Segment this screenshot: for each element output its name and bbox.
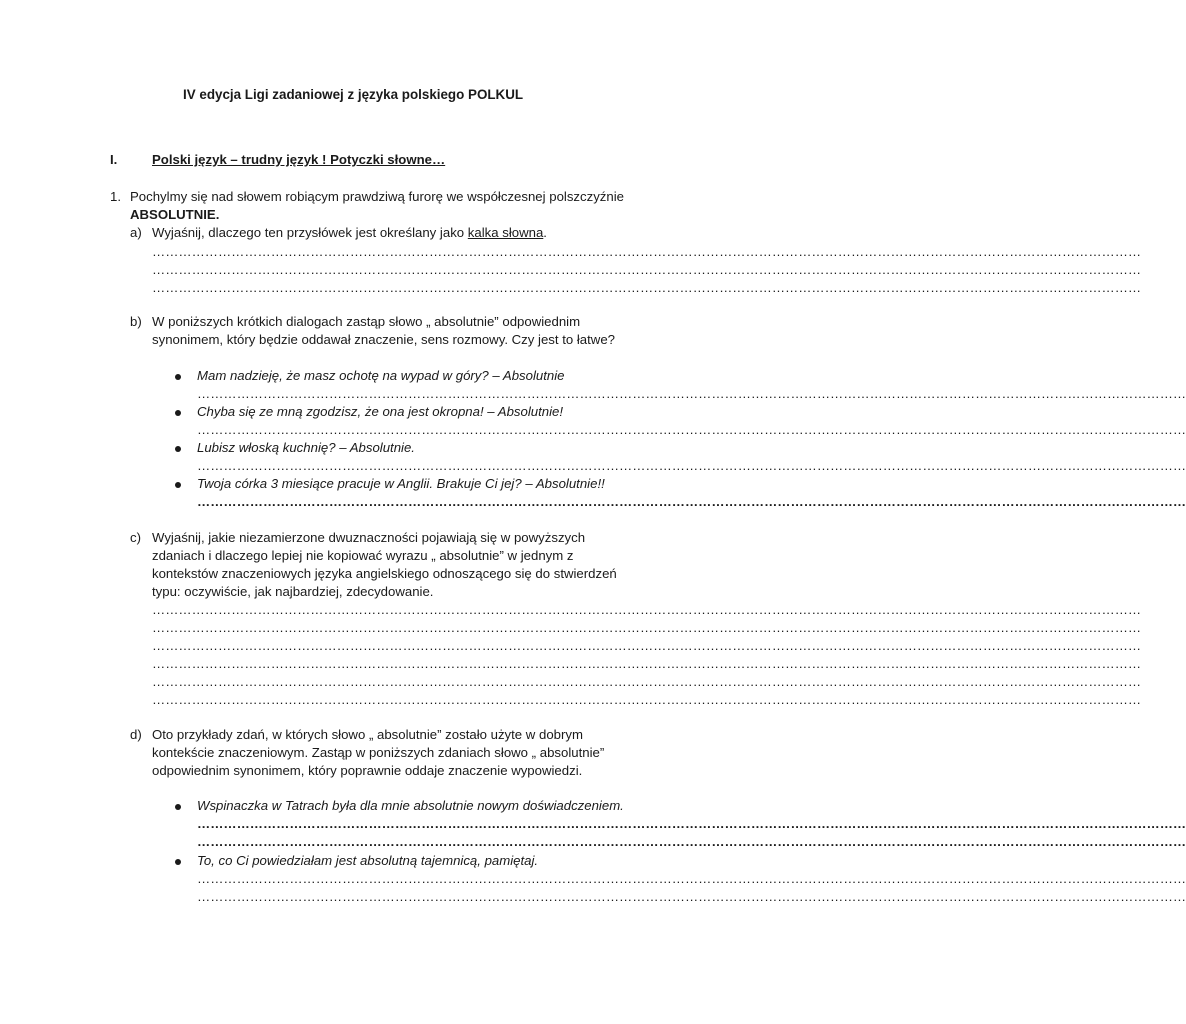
answer-line[interactable]: ………………………………………………………………………………………………………………………………………………………………………………………………………: [197, 494, 1186, 509]
dialog-item: Twoja córka 3 miesiące pracuje w Anglii. Brakuje Ci jej? – Absolutnie!!: [197, 476, 605, 491]
answer-line[interactable]: ………………………………………………………………………………………………………………………………………………………………………………………………………: [197, 816, 1186, 831]
sentence-item: Wspinaczka w Tatrach była dla mnie absolutnie nowym doświadczeniem.: [197, 798, 624, 813]
answer-line[interactable]: ………………………………………………………………………………………………………………………………………………………………………………………………………: [152, 692, 1142, 707]
sentence-item: To, co Ci powiedziałam jest absolutną tajemnicą, pamiętaj.: [197, 853, 539, 868]
answer-line[interactable]: ………………………………………………………………………………………………………………………………………………………………………………………………………: [152, 656, 1142, 671]
bullet-icon: [175, 410, 181, 416]
subtask-d-label: d): [130, 727, 142, 742]
subtask-d-text: kontekście znaczeniowym. Zastąp w poniższych zdaniach słowo „ absolutnie”: [152, 745, 605, 760]
bullet-icon: [175, 446, 181, 452]
bullet-icon: [175, 859, 181, 865]
subtask-c-text: kontekstów znaczeniowych języka angielskiego odnoszącego się do stwierdzeń: [152, 566, 617, 581]
dialog-item: Mam nadzieję, że masz ochotę na wypad w góry? – Absolutnie: [197, 368, 565, 383]
subtask-b-text: W poniższych krótkich dialogach zastąp słowo „ absolutnie” odpowiednim: [152, 314, 581, 329]
answer-line[interactable]: ………………………………………………………………………………………………………………………………………………………………………………………………………: [152, 674, 1142, 689]
answer-line[interactable]: ………………………………………………………………………………………………………………………………………………………………………………………………………: [197, 889, 1186, 904]
subtask-c-text: typu: oczywiście, jak najbardziej, zdecydowanie.: [152, 584, 434, 599]
answer-line[interactable]: ………………………………………………………………………………………………………………………………………………………………………………………………………: [152, 280, 1142, 295]
bullet-icon: [175, 482, 181, 488]
subtask-b-text: synonimem, który będzie oddawał znaczenie, sens rozmowy. Czy jest to łatwe?: [152, 332, 615, 347]
answer-line[interactable]: ………………………………………………………………………………………………………………………………………………………………………………………………………: [197, 422, 1186, 437]
task-number: 1.: [110, 189, 121, 204]
bullet-icon: [175, 804, 181, 810]
section-number: I.: [110, 152, 118, 167]
answer-line[interactable]: ………………………………………………………………………………………………………………………………………………………………………………………………………: [197, 871, 1186, 886]
dialog-item: Lubisz włoską kuchnię? – Absolutnie.: [197, 440, 415, 455]
dialog-item: Chyba się ze mną zgodzisz, że ona jest okropna! – Absolutnie!: [197, 404, 564, 419]
subtask-c-label: c): [130, 530, 141, 545]
subtask-a-text: Wyjaśnij, dlaczego ten przysłówek jest określany jako kalka słowna.: [152, 225, 547, 240]
subtask-d-text: Oto przykłady zdań, w których słowo „ absolutnie” zostało użyte w dobrym: [152, 727, 583, 742]
bullet-icon: [175, 374, 181, 380]
answer-line[interactable]: ………………………………………………………………………………………………………………………………………………………………………………………………………: [152, 620, 1142, 635]
subtask-c-text: Wyjaśnij, jakie niezamierzone dwuznaczności pojawiają się w powyższych: [152, 530, 586, 545]
subtask-c-text: zdaniach i dlaczego lepiej nie kopiować wyrazu „ absolutnie” w jednym z: [152, 548, 574, 563]
answer-line[interactable]: ………………………………………………………………………………………………………………………………………………………………………………………………………: [197, 834, 1186, 849]
answer-line[interactable]: ………………………………………………………………………………………………………………………………………………………………………………………………………: [197, 458, 1186, 473]
section-title: Polski język – trudny język ! Potyczki słowne…: [152, 152, 446, 167]
answer-line[interactable]: ………………………………………………………………………………………………………………………………………………………………………………………………………: [152, 638, 1142, 653]
page-title: IV edycja Ligi zadaniowej z języka polskiego POLKUL: [183, 87, 524, 102]
answer-line[interactable]: ………………………………………………………………………………………………………………………………………………………………………………………………………: [152, 602, 1142, 617]
answer-line[interactable]: ………………………………………………………………………………………………………………………………………………………………………………………………………: [152, 262, 1142, 277]
task-intro-text: Pochylmy się nad słowem robiącym prawdziwą furorę we współczesnej polszczyźnie: [130, 189, 624, 204]
term-underlined: kalka słowna: [467, 225, 544, 240]
task-keyword: ABSOLUTNIE.: [130, 207, 220, 222]
subtask-a-label: a): [130, 225, 142, 240]
subtask-d-text: odpowiednim synonimem, który poprawnie oddaje znaczenie wypowiedzi.: [152, 763, 583, 778]
answer-line[interactable]: ………………………………………………………………………………………………………………………………………………………………………………………………………: [152, 244, 1142, 259]
subtask-b-label: b): [130, 314, 142, 329]
answer-line[interactable]: ………………………………………………………………………………………………………………………………………………………………………………………………………: [197, 386, 1186, 401]
